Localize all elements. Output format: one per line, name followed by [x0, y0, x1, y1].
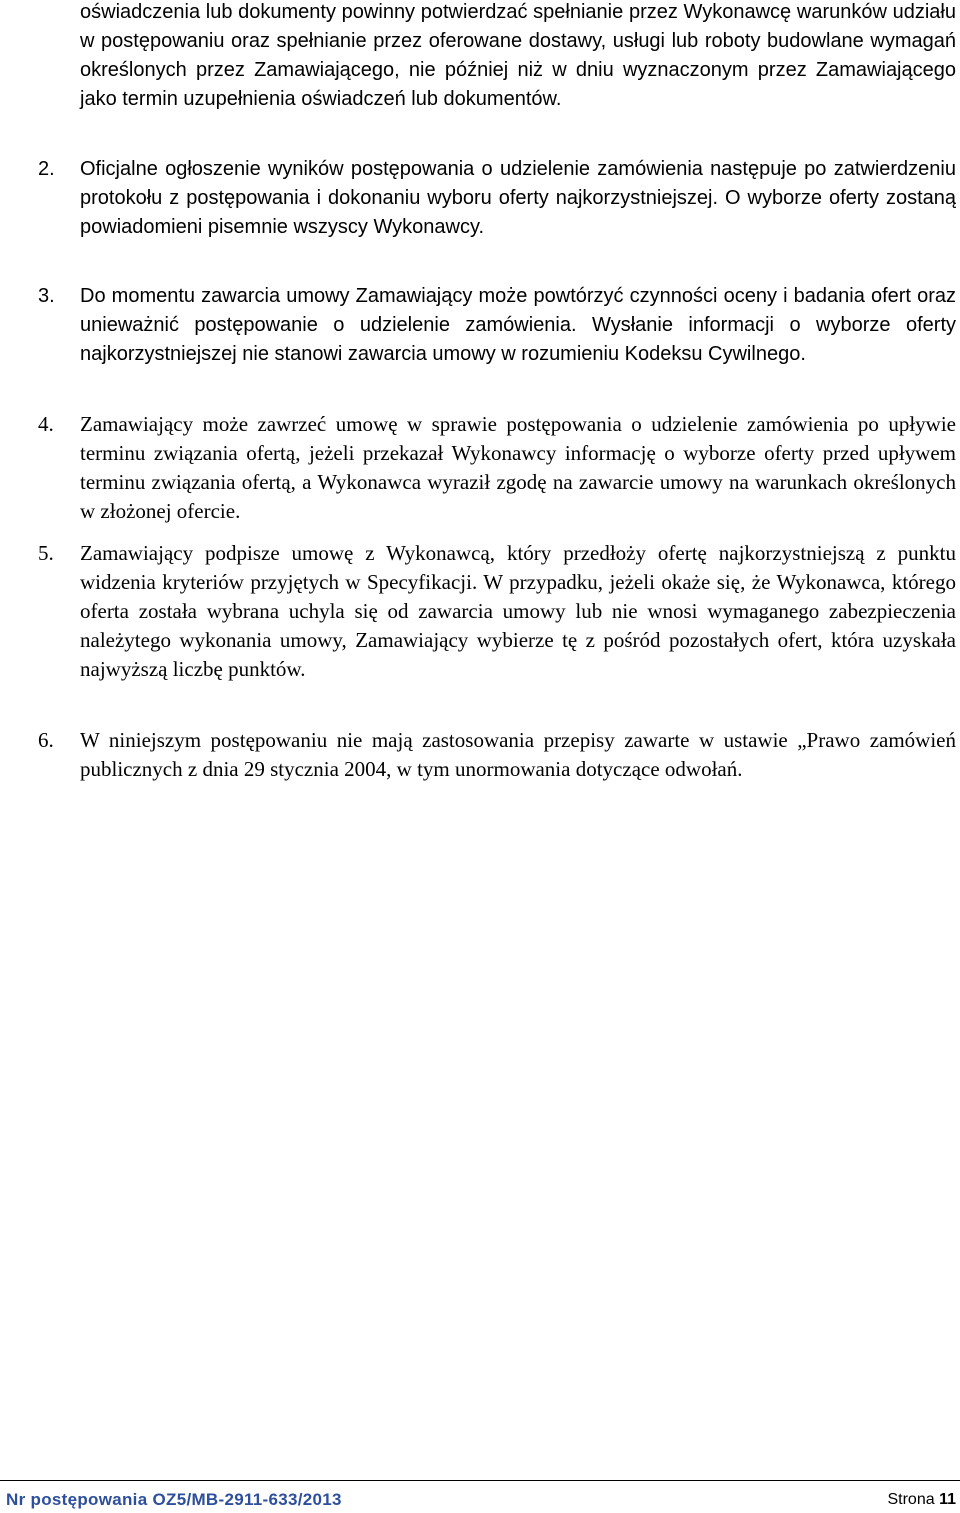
footer-divider: [0, 1480, 960, 1481]
paragraph-text: Zamawiający podpisze umowę z Wykonawcą, który przedłoży ofertę najkorzystniejszą z punktu widzenia kryteriów przyjętych w Specyfikacji. W przypadku, jeżeli okaże się, że Wykonawca, którego oferta została wybrana uchyla się od zawarcia umowy lub nie wnosi wymaganego zabezpieczenia należytego wykonania umowy, Zamawiający wybierze tę z pośród pozostałych ofert, która uzyskała najwyższą liczbę punktów.: [80, 541, 956, 681]
paragraph-3: [38, 282, 956, 369]
paragraph-number: 5.: [38, 541, 54, 565]
paragraph-number: 2.: [38, 158, 55, 180]
paragraph-continuation: [80, 0, 956, 114]
paragraph-number: 3.: [38, 285, 55, 307]
paragraph-6: [38, 726, 956, 784]
paragraph-text: Do momentu zawarcia umowy Zamawiający może powtórzyć czynności oceny i badania ofert oraz unieważnić postępowanie o udzielenie zamówienia. Wysłanie informacji o wyborze oferty najkorzystniejszej nie stanowi zawarcia umowy w rozumieniu Kodeksu Cywilnego.: [80, 285, 956, 365]
paragraph-5: [38, 539, 956, 684]
page-number: [887, 1491, 956, 1509]
paragraph-text: Oficjalne ogłoszenie wyników postępowania o udzielenie zamówienia następuje po zatwierdzeniu protokołu z postępowania i dokonaniu wyboru oferty najkorzystniejszej. O wyborze oferty zostaną powiadomieni pisemnie wszyscy Wykonawcy.: [80, 158, 956, 238]
page-number-value: 11: [939, 1491, 956, 1508]
paragraph-4: [38, 410, 956, 526]
paragraph-text: W niniejszym postępowaniu nie mają zastosowania przepisy zawarte w ustawie „Prawo zamówień publicznych z dnia 29 stycznia 2004, w tym unormowania dotyczące odwołań.: [80, 728, 956, 781]
paragraph-2: [38, 155, 956, 242]
footer-reference: Nr postępowania OZ5/MB-2911-633/2013: [6, 1490, 342, 1509]
paragraph-number: 4.: [38, 412, 54, 436]
paragraph-text: oświadczenia lub dokumenty powinny potwierdzać spełnianie przez Wykonawcę warunków udziału w postępowaniu oraz spełnianie przez oferowane dostawy, usługi lub roboty budowlane wymagań określonych przez Zamawiającego, nie później niż w dniu wyznaczonym przez Zamawiającego jako termin uzupełnienia oświadczeń lub dokumentów.: [80, 1, 956, 110]
page-label: Strona: [887, 1491, 940, 1508]
paragraph-text: Zamawiający może zawrzeć umowę w sprawie postępowania o udzielenie zamówienia po upływie terminu związania ofertą, jeżeli przekazał Wykonawcy informację o wyborze oferty przed upływem terminu związania ofertą, a Wykonawca wyraził zgodę na zawarcie umowy na warunkach określonych w złożonej ofercie.: [80, 412, 956, 523]
paragraph-number: 6.: [38, 728, 54, 752]
